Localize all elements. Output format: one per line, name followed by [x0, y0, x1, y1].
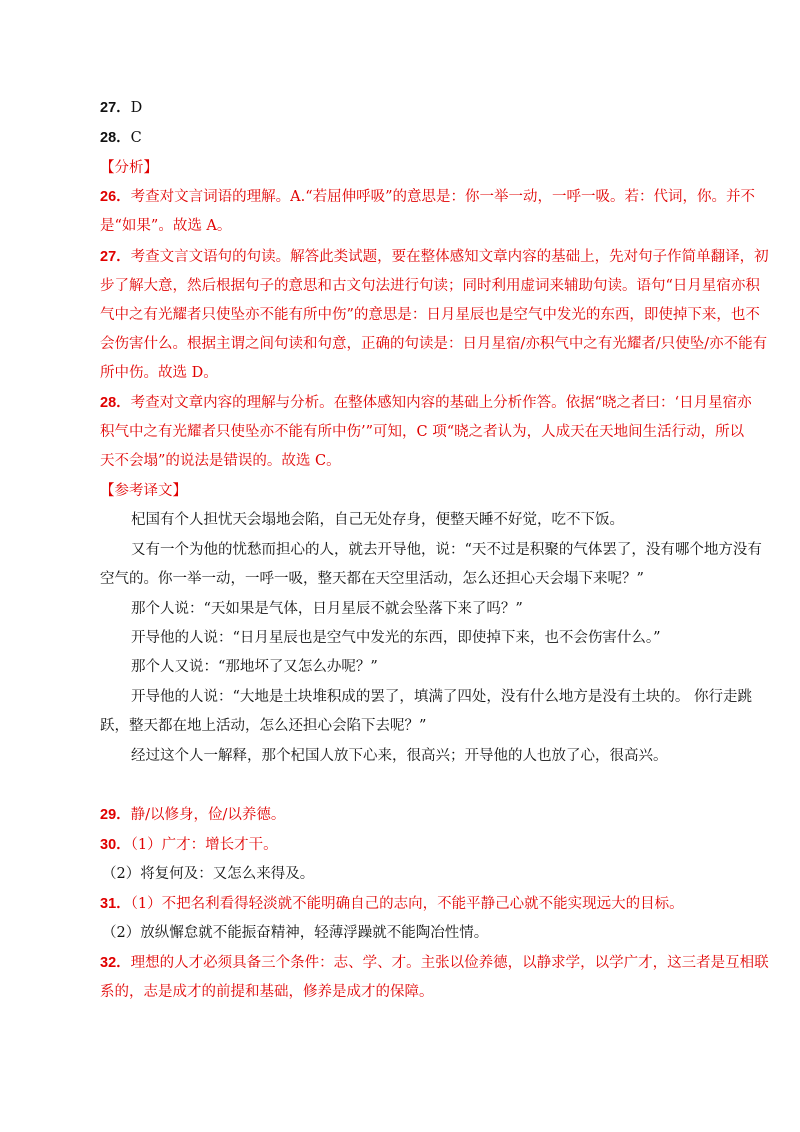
text-line: [100, 805, 285, 825]
question-number: 27．: [100, 249, 131, 265]
line-text: 气中之有光耀者只使坠亦不能有所中伤”的意思是：日月星辰也是空气中发光的东西，即使掉下来，也不: [100, 307, 760, 323]
text-line: [100, 247, 769, 267]
question-number: 30．: [100, 837, 131, 853]
question-number: 29．: [100, 807, 131, 823]
text-line: [100, 158, 158, 178]
text-line: [100, 894, 684, 914]
text-line: [100, 334, 767, 354]
line-text: 是“如果”。故选 A。: [100, 218, 232, 234]
text-line: [100, 982, 434, 1002]
text-line: [100, 716, 426, 736]
line-text: 空气的。你一举一动，一呼一吸，整天都在天空里活动，怎么还担心天会塌下来呢？”: [100, 571, 644, 587]
text-line: [131, 628, 661, 648]
line-text: 【参考译文】: [100, 483, 187, 499]
text-line: [100, 422, 744, 442]
text-line: [100, 451, 341, 471]
text-line: [102, 923, 488, 943]
text-line: [100, 128, 142, 148]
text-line: [100, 835, 278, 855]
line-text: 所中伤。故选 D。: [100, 365, 218, 381]
question-number: 28．: [100, 130, 131, 146]
question-number: 26．: [100, 189, 131, 205]
line-text: D: [130, 100, 143, 116]
text-line: [131, 657, 378, 677]
line-text: 开导他的人说：“大地是土块堆积成的罢了，填满了四处，没有什么地方是没有土块的。 你行走跳: [131, 689, 753, 705]
question-number: 32．: [100, 955, 131, 971]
line-text: 积气中之有光耀者只使坠亦不能有所中伤’”可知，C 项“晓之者认为，人成天在天地间生活行动，所以: [100, 424, 745, 440]
line-text: 杞国有个人担忧天会塌地会陷，自己无处存身，便整天睡不好觉，吃不下饭。: [131, 512, 624, 528]
line-text: （1）广才：增长才干。: [130, 837, 278, 853]
line-text: 静/以修身，俭/以养德。: [130, 807, 286, 823]
line-text: 理想的人才必须具备三个条件：志、学、才。主张以俭养德，以静求学，以学广才，这三者是互相联: [130, 955, 769, 971]
text-line: [100, 187, 755, 207]
text-line: [102, 864, 314, 884]
text-line: [100, 393, 752, 413]
line-text: 系的，志是成才的前提和基础，修养是成才的保障。: [100, 984, 434, 1000]
line-text: 考查对文章内容的理解与分析。在整体感知内容的基础上分析作答。依据“晓之者曰：‘日月星宿亦: [130, 395, 752, 411]
text-line: [100, 276, 760, 296]
question-number: 28．: [100, 395, 131, 411]
text-line: [100, 305, 760, 325]
line-text: （2）将复何及：又怎么来得及。: [102, 866, 315, 882]
line-text: 天不会塌”的说法是错误的。故选 C。: [100, 453, 341, 469]
line-text: 【分析】: [100, 160, 158, 176]
line-text: 那个人又说：“那地坏了又怎么办呢？”: [131, 659, 378, 675]
text-line: [100, 569, 644, 589]
line-text: 考查文言文语句的句读。解答此类试题，要在整体感知文章内容的基础上，先对句子作简单翻译，初: [130, 249, 769, 265]
line-text: 步了解大意，然后根据句子的意思和古文句法进行句读；同时利用虚词来辅助句读。语句“日月星宿亦积: [100, 278, 760, 294]
line-text: 又有一个为他的忧愁而担心的人，就去开导他，说：“天不过是积聚的气体罢了，没有哪个地方没有: [131, 542, 762, 558]
text-line: [100, 953, 769, 973]
line-text: 会伤害什么。根据主谓之间句读和句意，正确的句读是：日月星宿/亦积气中之有光耀者/只使坠/亦不能有: [100, 336, 768, 352]
text-line: [131, 510, 624, 530]
question-number: 27．: [100, 100, 131, 116]
line-text: C: [130, 130, 142, 146]
line-text: 开导他的人说：“日月星辰也是空气中发光的东西，即使掉下来，也不会伤害什么。”: [131, 630, 661, 646]
text-line: [131, 687, 752, 707]
line-text: 那个人说：“天如果是气体，日月星辰不就会坠落下来了吗？”: [131, 601, 523, 617]
line-text: 经过这个人一解释，那个杞国人放下心来，很高兴；开导他的人也放了心，很高兴。: [131, 748, 668, 764]
text-line: [131, 746, 668, 766]
text-line: [100, 363, 218, 383]
text-line: [100, 98, 142, 118]
line-text: 跃，整天都在地上活动，怎么还担心会陷下去呢？”: [100, 718, 427, 734]
text-line: [131, 599, 523, 619]
line-text: （2）放纵懈怠就不能振奋精神，轻薄浮躁就不能陶冶性情。: [102, 925, 489, 941]
line-text: 考查对文言词语的理解。A.“若屈伸呼吸”的意思是：你一举一动，一呼一吸。若：代词，你。并不: [130, 189, 756, 205]
question-number: 31．: [100, 896, 131, 912]
text-line: [131, 540, 762, 560]
text-line: [100, 216, 231, 236]
text-line: [100, 481, 187, 501]
line-text: （1）不把名利看得轻淡就不能明确自己的志向，不能平静己心就不能实现远大的目标。: [130, 896, 684, 912]
